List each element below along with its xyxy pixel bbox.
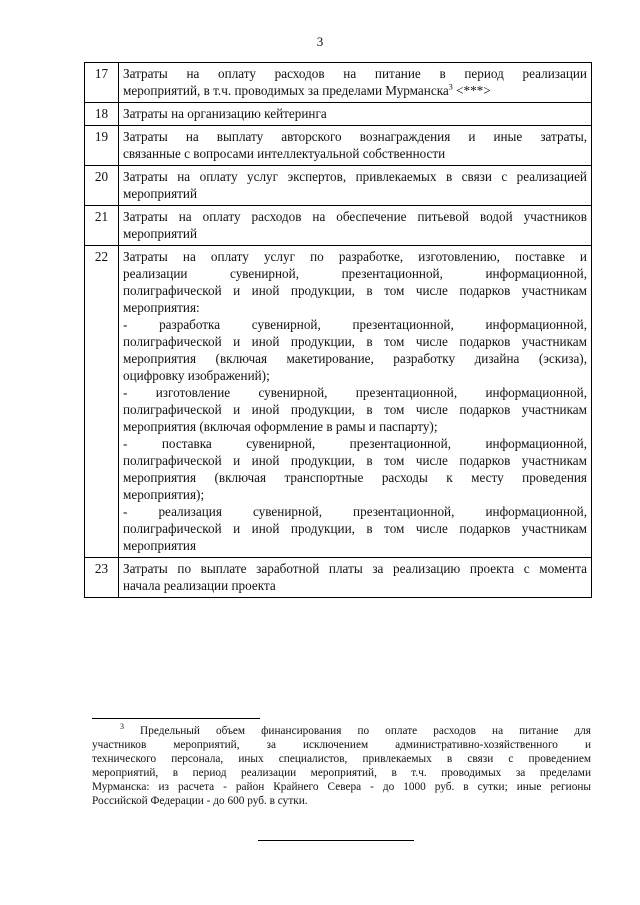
table-row (85, 166, 592, 206)
text-line: мероприятия (включая макетирование, разработку дизайна (эскиза), (123, 351, 587, 366)
row-number: 23 (85, 558, 119, 598)
text-fragment: мероприятий, в т.ч. проводимых за пределами Мурманска (123, 83, 449, 98)
text-line (123, 82, 587, 99)
footnote-line: мероприятий, в период реализации мероприятий, в т.ч. проводимых за пределами (92, 767, 591, 779)
list-item-line: - поставка сувенирной, презентационной, информационной, (123, 436, 587, 451)
text-line: Затраты на организацию кейтеринга (123, 106, 327, 121)
text-line: мероприятий (123, 226, 198, 241)
list-item-line: - изготовление сувенирной, презентационной, информационной, (123, 385, 587, 400)
text-line: оцифровку изображений); (123, 368, 270, 383)
footnote-line: Мурманска: из расчета - район Крайнего Севера - до 1000 руб. в сутки; иные регионы (92, 781, 591, 793)
footnote-line: участников мероприятий, за исключением административно-хозяйственного и (92, 739, 591, 751)
row-text (119, 63, 592, 103)
text-line: мероприятия); (123, 487, 205, 502)
row-number: 18 (85, 103, 119, 126)
footnote-marker: 3 (120, 722, 124, 732)
table-row (85, 63, 592, 103)
bottom-divider (258, 840, 414, 841)
row-number: 22 (85, 246, 119, 558)
footnote-text: Предельный объем финансирования по оплате расходов на питание для (140, 725, 591, 737)
text-line: реализации сувенирной, презентационной, информационной, (123, 266, 587, 281)
text-line: мероприятия (включая транспортные расходы к месту проведения (123, 470, 587, 485)
footnote (92, 724, 591, 808)
text-line: полиграфической и иной продукции, в том числе подарков участникам (123, 453, 587, 468)
text-line: мероприятия: (123, 300, 200, 315)
text-line: мероприятия (включая оформление в рамы и паспарту); (123, 419, 438, 434)
text-line: полиграфической и иной продукции, в том числе подарков участникам (123, 283, 587, 298)
text-line: полиграфической и иной продукции, в том числе подарков участникам (123, 402, 587, 417)
row-number: 17 (85, 63, 119, 103)
row-number: 19 (85, 126, 119, 166)
text-line: мероприятия (123, 538, 197, 553)
list-item-line: - реализация сувенирной, презентационной, информационной, (123, 504, 587, 519)
table-row (85, 246, 592, 558)
text-line: мероприятий (123, 186, 198, 201)
row-text (119, 246, 592, 558)
text-line: начала реализации проекта (123, 578, 276, 593)
table-row (85, 206, 592, 246)
expenses-table (84, 62, 592, 598)
footnote-line: Российской Федерации - до 600 руб. в сутки. (92, 795, 308, 807)
table-row (85, 103, 592, 126)
text-line: Затраты на оплату расходов на обеспечение питьевой водой участников (123, 209, 587, 224)
text-line: Затраты на оплату расходов на питание в период реализации (123, 66, 587, 81)
list-item-line: - разработка сувенирной, презентационной, информационной, (123, 317, 587, 332)
table-row (85, 126, 592, 166)
footnote-reference[interactable]: 3 (448, 82, 453, 92)
row-text (119, 166, 592, 206)
footnote-line (92, 724, 591, 738)
footnote-divider (92, 718, 260, 719)
text-line: связанные с вопросами интеллектуальной собственности (123, 146, 446, 161)
text-line: Затраты на выплату авторского вознаграждения и иные затраты, (123, 129, 587, 144)
row-number: 20 (85, 166, 119, 206)
text-line: Затраты по выплате заработной платы за реализацию проекта с момента (123, 561, 587, 576)
row-text (119, 103, 592, 126)
row-number: 21 (85, 206, 119, 246)
text-line: Затраты на оплату услуг по разработке, изготовлению, поставке и (123, 249, 587, 264)
text-line: полиграфической и иной продукции, в том числе подарков участникам (123, 334, 587, 349)
table-row (85, 558, 592, 598)
row-text (119, 206, 592, 246)
text-line: полиграфической и иной продукции, в том числе подарков участникам (123, 521, 587, 536)
page-number: 3 (316, 34, 324, 49)
text-line: Затраты на оплату услуг экспертов, привлекаемых в связи с реализацией (123, 169, 587, 184)
row-text (119, 558, 592, 598)
row-text (119, 126, 592, 166)
footnote-line: технического персонала, иных специалистов, привлекаемых в связи с проведением (92, 753, 591, 765)
text-fragment: <***> (452, 83, 491, 98)
